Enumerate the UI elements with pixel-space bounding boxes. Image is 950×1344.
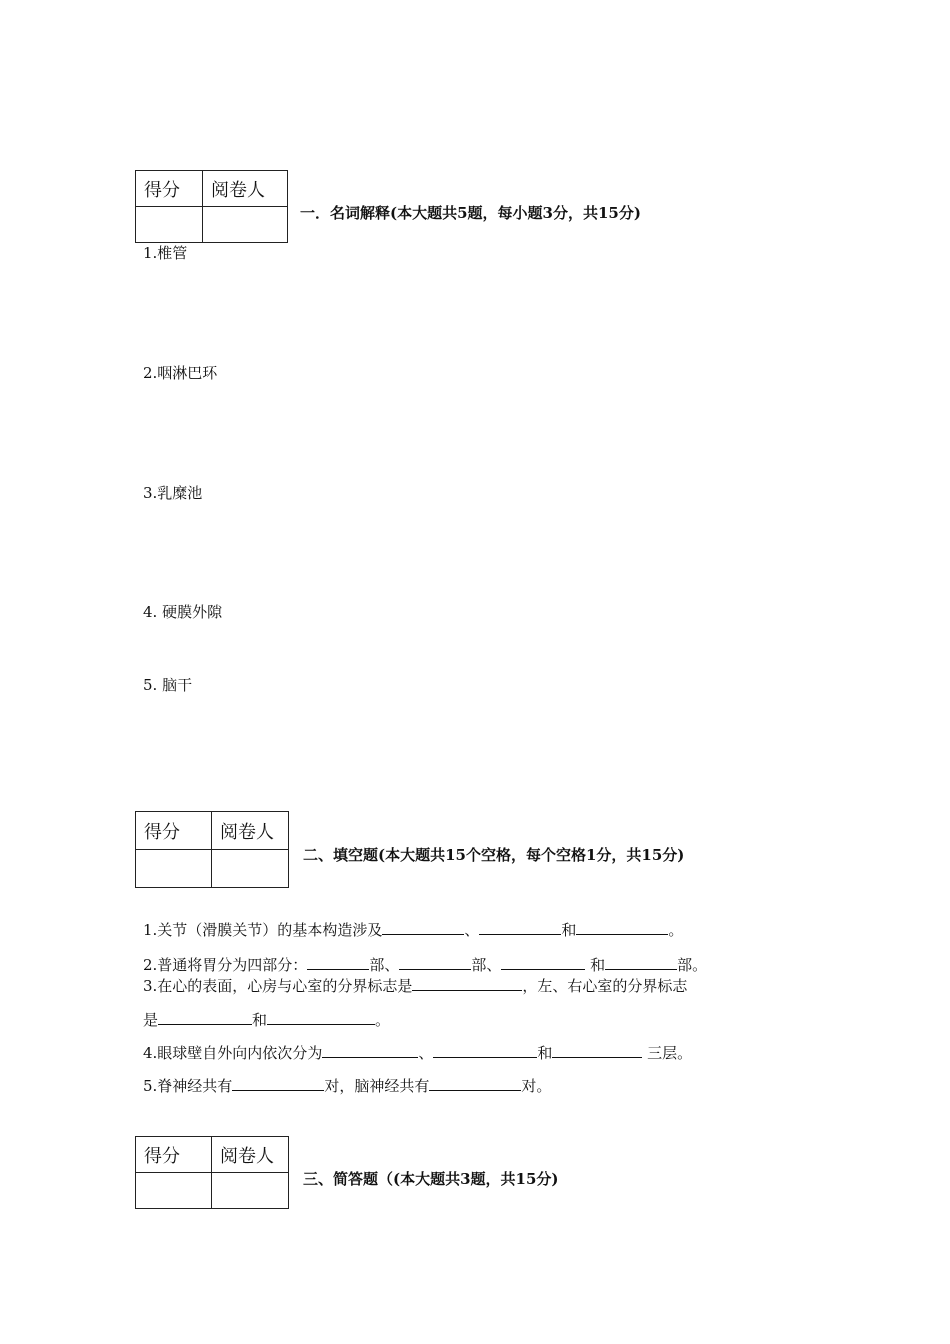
blank[interactable] [576,920,668,935]
q3-mid: ，左、右心室的分界标志 [522,977,688,995]
score-box-section1 [135,170,288,243]
score-label: 得分 [136,812,212,850]
blank[interactable] [412,976,522,991]
grader-label: 阅卷人 [212,812,289,850]
q1-sep: 、 [464,921,480,939]
q2-end: 部。 [677,956,708,974]
blank[interactable] [382,920,464,935]
fill-question-4 [143,1042,692,1063]
grader-label: 阅卷人 [203,171,288,207]
q5-end: 对。 [521,1077,552,1095]
fill-question-1 [143,919,683,940]
score-cell[interactable] [136,1173,212,1209]
blank[interactable] [479,920,561,935]
q1-end: 。 [668,921,684,939]
q2-prefix: 2.普通将胃分为四部分： [143,956,308,974]
q4-sep: 和 [537,1044,553,1062]
q4-end: 三层。 [642,1044,693,1062]
q3-prefix: 3.在心的表面，心房与心室的分界标志是 [143,977,413,995]
q4-prefix: 4.眼球壁自外向内依次分为 [143,1044,323,1062]
q2-sep: 部、 [369,956,400,974]
term-item-5: 5. 脑干 [143,676,193,694]
blank[interactable] [399,955,471,970]
fill-question-3-line2 [143,1009,390,1030]
term-item-2: 2.咽淋巴环 [143,364,218,382]
blank[interactable] [501,955,585,970]
section2-heading: 二、填空题(本大题共15个空格，每个空格1分，共15分) [303,846,685,864]
term-item-1: 1.椎管 [143,244,188,262]
q5-prefix: 5.脊神经共有 [143,1077,233,1095]
grader-cell[interactable] [212,1173,289,1209]
score-cell[interactable] [136,850,212,888]
blank[interactable] [605,955,677,970]
q3-end: 。 [375,1011,391,1029]
q4-sep: 、 [418,1044,434,1062]
blank[interactable] [232,1076,324,1091]
term-item-4: 4. 硬膜外隙 [143,603,223,621]
q5-mid: 对，脑神经共有 [324,1077,430,1095]
score-cell[interactable] [136,207,203,243]
blank[interactable] [158,1010,252,1025]
score-label: 得分 [136,1137,212,1173]
q3-line2-prefix: 是 [143,1011,159,1029]
blank[interactable] [267,1010,375,1025]
fill-question-5 [143,1075,551,1096]
blank[interactable] [552,1043,642,1058]
section1-heading: 一．名词解释(本大题共5题，每小题3分，共15分) [300,204,641,222]
q2-sep: 部、 [471,956,502,974]
q2-sep: 和 [585,956,606,974]
grader-cell[interactable] [212,850,289,888]
blank[interactable] [307,955,369,970]
q1-prefix: 1.关节（滑膜关节）的基本构造涉及 [143,921,383,939]
fill-question-3 [143,975,687,996]
section3-heading: 三、简答题（(本大题共3题，共15分) [303,1170,559,1188]
fill-question-2 [143,954,707,975]
score-label: 得分 [136,171,203,207]
q1-sep: 和 [561,921,577,939]
grader-label: 阅卷人 [212,1137,289,1173]
blank[interactable] [322,1043,418,1058]
blank[interactable] [433,1043,537,1058]
blank[interactable] [429,1076,521,1091]
score-box-section3 [135,1136,289,1209]
grader-cell[interactable] [203,207,288,243]
score-box-section2 [135,811,289,888]
q3-sep: 和 [252,1011,268,1029]
term-item-3: 3.乳糜池 [143,484,203,502]
